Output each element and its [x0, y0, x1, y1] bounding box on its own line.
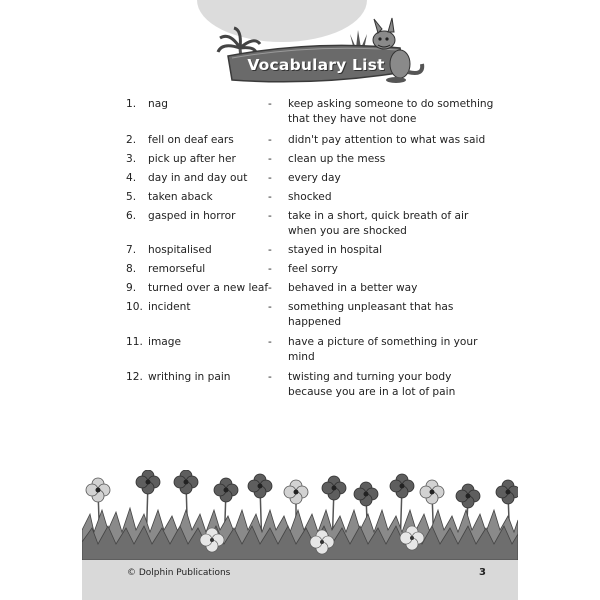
item-number: 5. — [126, 191, 137, 203]
page-footer — [82, 560, 518, 600]
item-meaning: every day — [288, 172, 341, 184]
item-meaning: shocked — [288, 191, 332, 203]
item-meaning: have a picture of something in your mind — [288, 336, 478, 363]
item-separator: - — [268, 210, 272, 222]
item-number: 11. — [126, 336, 143, 348]
item-separator: - — [268, 134, 272, 146]
worksheet-page — [82, 0, 518, 600]
item-word: writhing in pain — [148, 371, 231, 383]
banner-artwork — [82, 0, 518, 95]
item-number: 6. — [126, 210, 137, 222]
item-word: nag — [148, 98, 168, 110]
publisher-credit: © Dolphin Publications — [127, 568, 231, 578]
item-number: 3. — [126, 153, 137, 165]
flower-garden-icon — [82, 470, 518, 560]
page-title: Vocabulary List — [247, 56, 385, 74]
item-separator: - — [268, 301, 272, 313]
item-number: 7. — [126, 244, 137, 256]
item-meaning: didn't pay attention to what was said — [288, 134, 486, 146]
header-banner — [82, 0, 518, 95]
item-separator: - — [268, 371, 272, 383]
item-meaning: stayed in hospital — [288, 244, 383, 256]
item-separator: - — [268, 191, 272, 203]
item-meaning: feel sorry — [288, 263, 338, 275]
item-separator: - — [268, 98, 272, 110]
item-separator: - — [268, 172, 272, 184]
item-meaning: twisting and turning your body because you are in a lot of pain — [288, 371, 456, 398]
item-word: pick up after her — [148, 153, 236, 165]
item-word: fell on deaf ears — [148, 134, 234, 146]
item-separator: - — [268, 263, 272, 275]
item-number: 12. — [126, 371, 143, 383]
item-word: remorseful — [148, 263, 206, 275]
item-word: gasped in horror — [148, 210, 236, 222]
item-word: image — [148, 336, 181, 348]
item-number: 10. — [126, 301, 143, 313]
item-word: turned over a new leaf — [148, 282, 269, 294]
item-number: 8. — [126, 263, 137, 275]
page-number: 3 — [479, 567, 486, 578]
item-separator: - — [268, 153, 272, 165]
item-meaning: keep asking someone to do something that they have not done — [288, 98, 494, 125]
item-meaning: take in a short, quick breath of air when you are shocked — [288, 210, 469, 237]
item-meaning: behaved in a better way — [288, 282, 418, 294]
item-word: hospitalised — [148, 244, 212, 256]
item-separator: - — [268, 336, 272, 348]
item-word: day in and day out — [148, 172, 248, 184]
item-number: 1. — [126, 98, 137, 110]
item-word: taken aback — [148, 191, 213, 203]
item-separator: - — [268, 282, 272, 294]
item-number: 4. — [126, 172, 137, 184]
item-word: incident — [148, 301, 191, 313]
item-separator: - — [268, 244, 272, 256]
item-meaning: clean up the mess — [288, 153, 386, 165]
item-number: 9. — [126, 282, 137, 294]
item-number: 2. — [126, 134, 137, 146]
item-meaning: something unpleasant that has happened — [288, 301, 454, 328]
garden-artwork — [82, 470, 518, 560]
